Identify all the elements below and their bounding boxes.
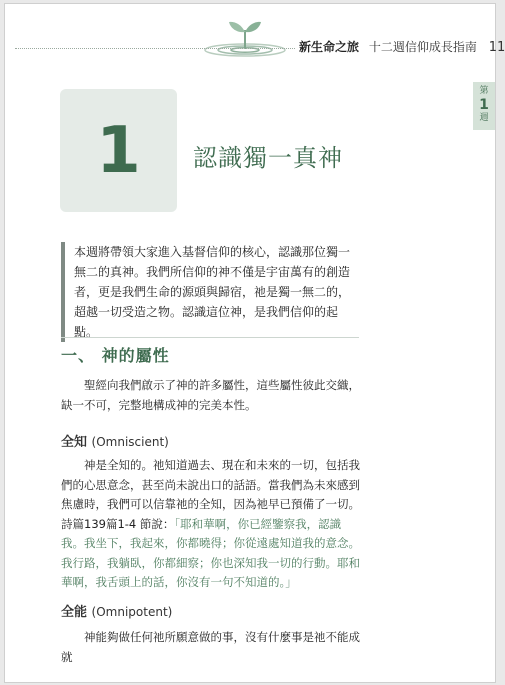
section-intro-paragraph: 聖經向我們啟示了神的許多屬性，這些屬性彼此交織，缺一不可，完整地構成神的完美本性。	[61, 378, 360, 412]
document-page	[4, 3, 505, 683]
week-tab	[473, 82, 495, 130]
omnipotent-heading	[61, 601, 172, 620]
omnipotent-title-en: (Omnipotent)	[91, 605, 173, 619]
section-heading: 一、 神的屬性	[61, 346, 170, 365]
page-number: 11	[488, 40, 505, 55]
running-header	[299, 38, 505, 55]
omnipotent-paragraph: 神能夠做任何祂所願意做的事，沒有什麼事是祂不能成就	[61, 630, 360, 664]
week-tab-prefix: 第	[479, 86, 489, 96]
chapter-title: 認識獨一真神	[193, 144, 343, 172]
omnipotent-title: 全能	[61, 605, 88, 620]
week-tab-suffix: 週	[479, 113, 489, 123]
omniscient-title: 全知	[61, 435, 88, 450]
week-tab-number: 1	[479, 97, 489, 113]
chapter-number-box	[60, 89, 177, 212]
header-rule	[15, 48, 295, 49]
intro-quote-block: 本週將帶領大家進入基督信仰的核心，認識那位獨一無二的真神。我們所信仰的神不僅是宇宙萬有的創造者，更是我們生命的源頭與歸宿，祂是獨一無二的，超越一切受造之物。認識這位神，是我們信仰的起點。	[61, 242, 359, 342]
omniscient-text: 神是全知的。祂知道過去、現在和未來的一切，包括我們的心思意念，甚至尚未說出口的話語。當我們為未來感到焦慮時，我們可以信靠祂的全知，因為祂早已預備了一切。詩篇139篇1-4 節說：	[61, 458, 360, 531]
section-divider	[61, 337, 359, 338]
chapter-number: 1	[96, 113, 141, 188]
guide-title: 十二週信仰成長指南	[368, 40, 477, 54]
book-title: 新生命之旅	[299, 40, 360, 54]
omniscient-paragraph	[61, 456, 361, 593]
scripture-quote: 「耶和華啊，你已經鑒察我，認識我。我坐下，我起來，你都曉得；你從遠處知道我的意念。我行路，我躺臥，你都細察；你也深知我一切的行動。耶和華啊，我舌頭上的話，你沒有一句不知道的。」	[61, 516, 360, 589]
omniscient-title-en: (Omniscient)	[91, 435, 169, 449]
sprout-logo-icon	[201, 14, 289, 58]
omniscient-heading	[61, 431, 169, 450]
